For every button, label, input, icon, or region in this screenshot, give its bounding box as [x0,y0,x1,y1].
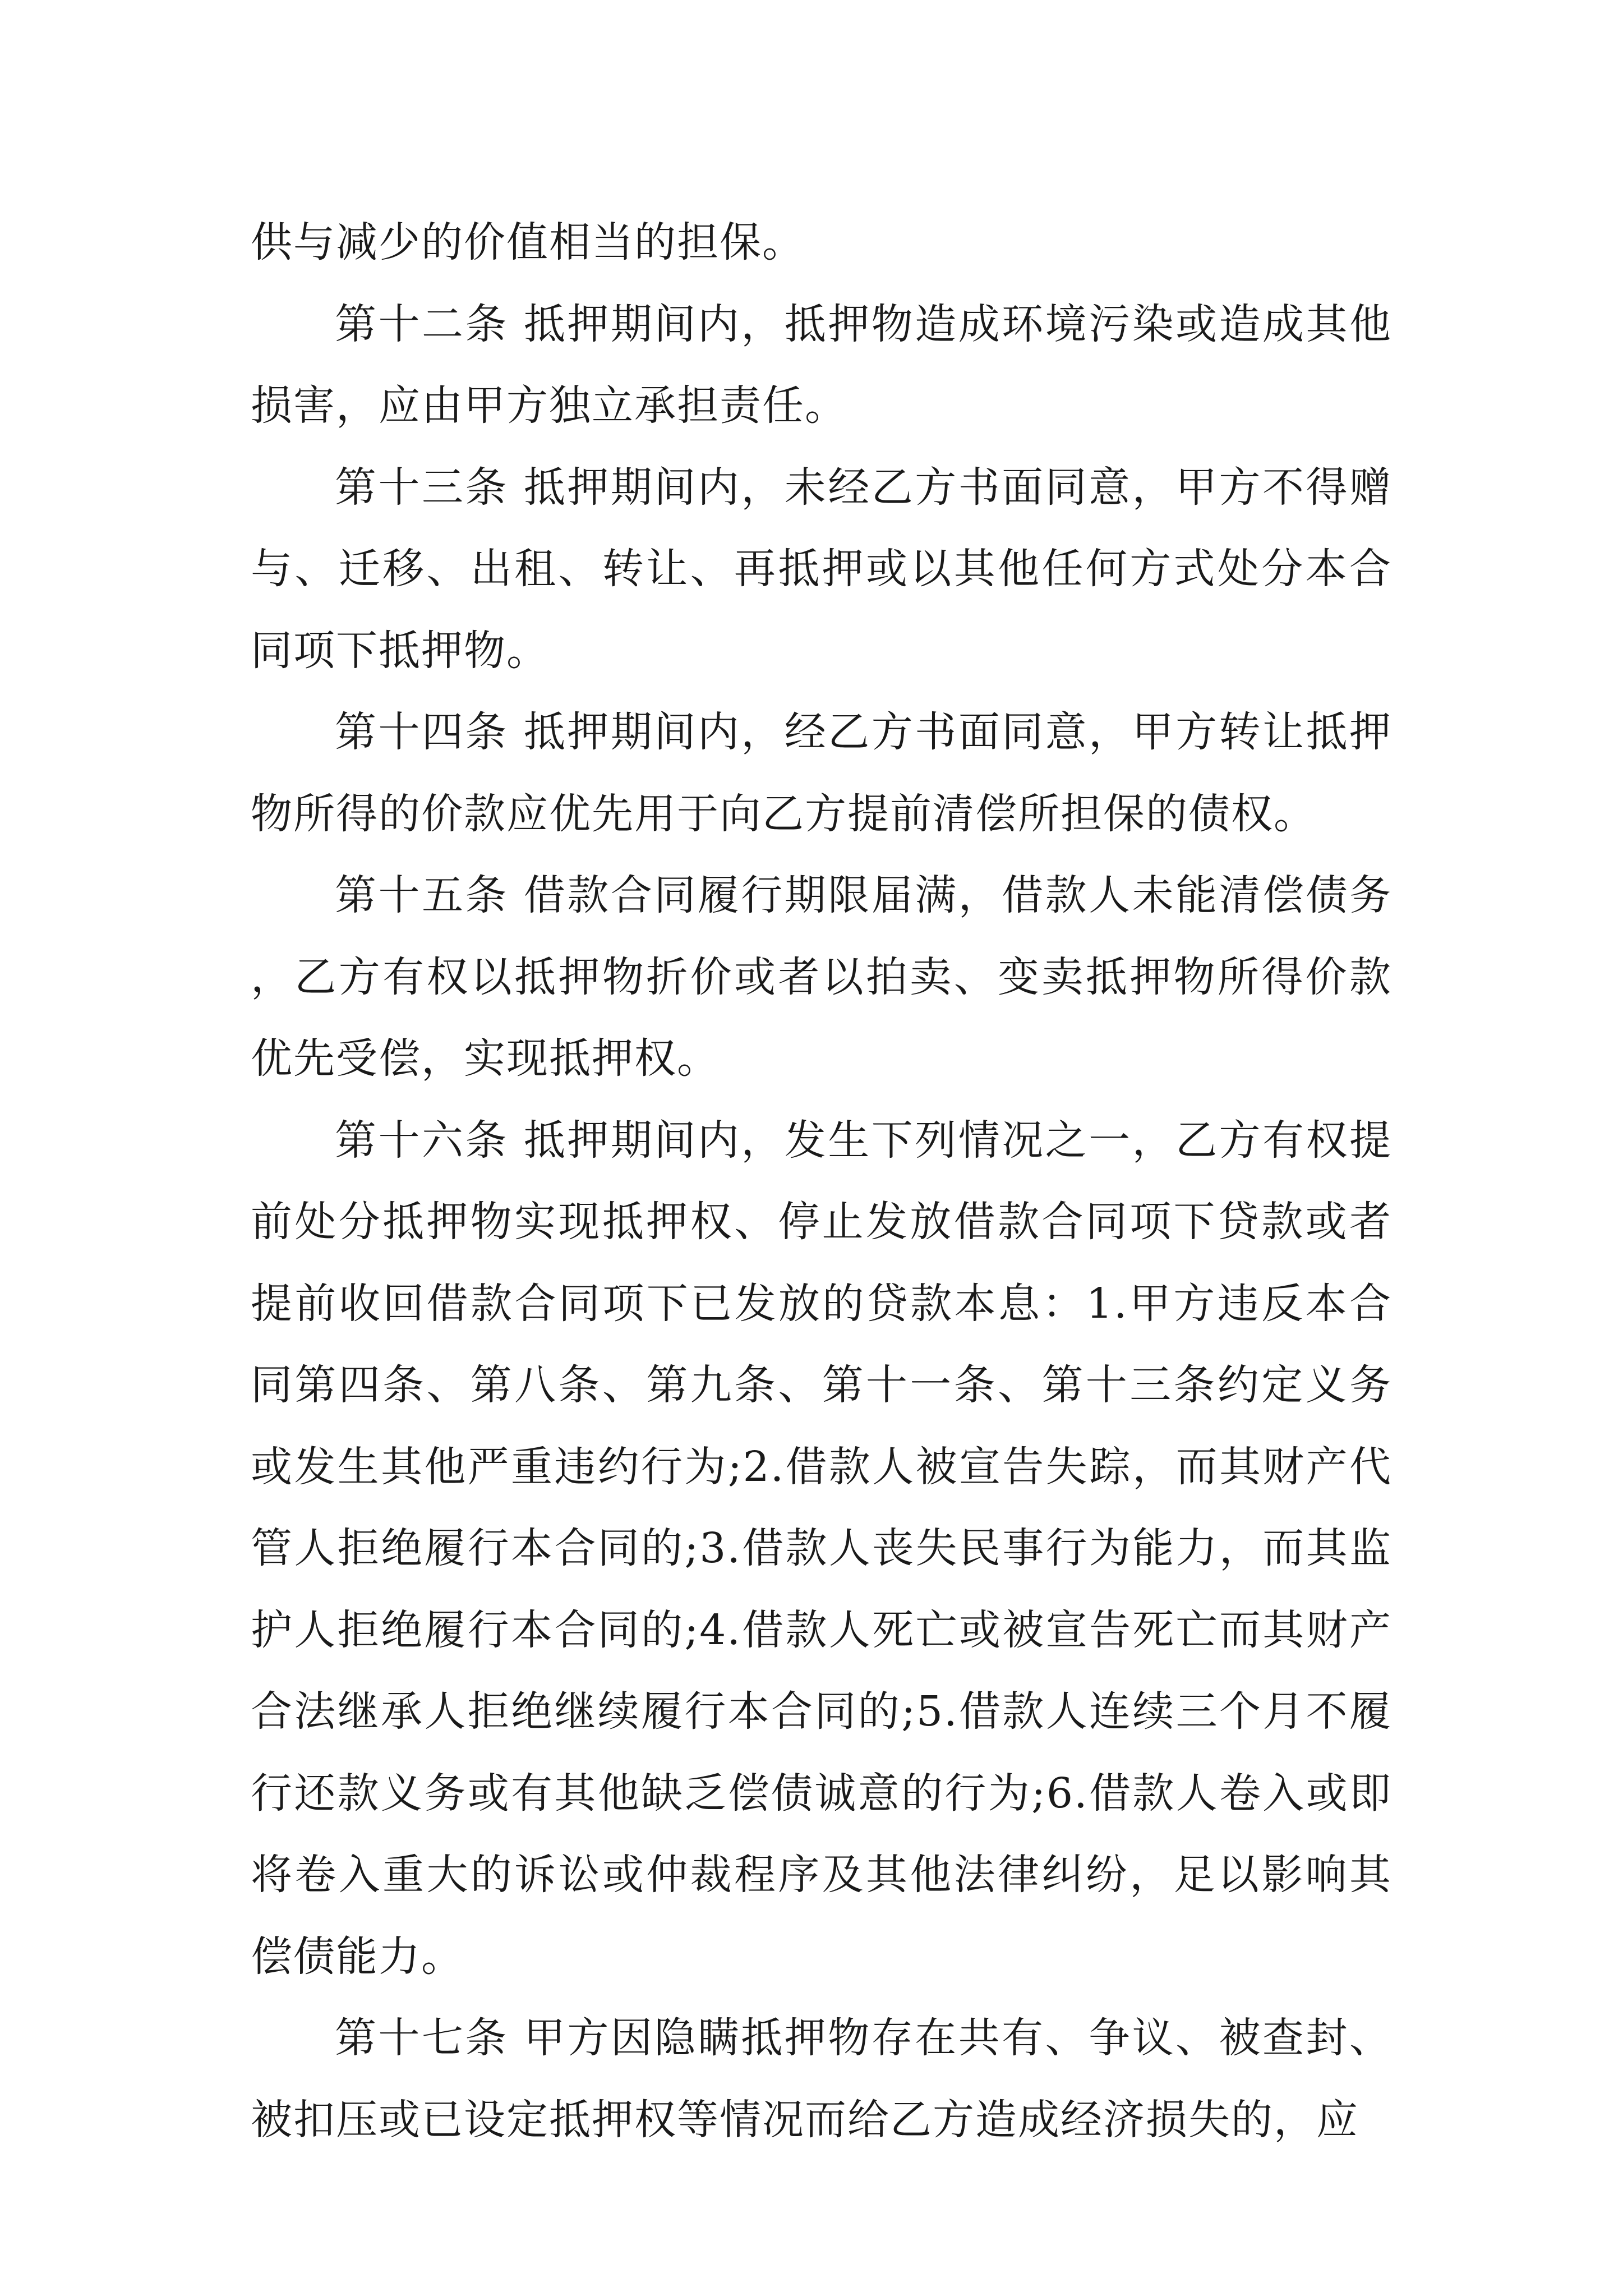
paragraph-continuation: 供与减少的价值相当的担保。 [251,218,805,266]
paragraph-article-15: 第十五条 借款合同履行期限届满，借款人未能清偿债务，乙方有权以抵押物折价或者以拍卖、变卖抵押物所得价款优先受偿，实现抵押权。 [251,871,1392,1083]
paragraph-article-12: 第十二条 抵押期间内，抵押物造成环境污染或造成其他损害，应由甲方独立承担责任。 [251,300,1392,430]
document-body [251,202,1392,2161]
paragraph-article-17: 第十七条 甲方因隐瞒抵押物存在共有、争议、被查封、被扣压或已设定抵押权等情况而给乙方造成经济损失的，应 [251,2014,1392,2144]
paragraph-article-13: 第十三条 抵押期间内，未经乙方书面同意，甲方不得赠与、迁移、出租、转让、再抵押或以其他任何方式处分本合同项下抵押物。 [251,463,1392,675]
paragraph-article-16: 第十六条 抵押期间内，发生下列情况之一，乙方有权提前处分抵押物实现抵押权、停止发放借款合同项下贷款或者提前收回借款合同项下已发放的贷款本息：1.甲方违反本合同第四条、第八条、第九条、第十一条、第十三条约定义务或发生其他严重违约行为;2.借款人被宣告失踪，而其财产代管人拒绝履行本合同的;3.借款人丧失民事行为能力，而其监护人拒绝履行本合同的;4.借款人死亡或被宣告死亡而其财产合法继承人拒绝继续履行本合同的;5.借款人连续三个月不履行还款义务或有其他缺乏偿债诚意的行为;6.借款人卷入或即将卷入重大的诉讼或仲裁程序及其他法律纠纷，足以影响其偿债能力。 [251,1116,1392,1981]
paragraph-article-14: 第十四条 抵押期间内，经乙方书面同意，甲方转让抵押物所得的价款应优先用于向乙方提前清偿所担保的债权。 [251,708,1392,838]
